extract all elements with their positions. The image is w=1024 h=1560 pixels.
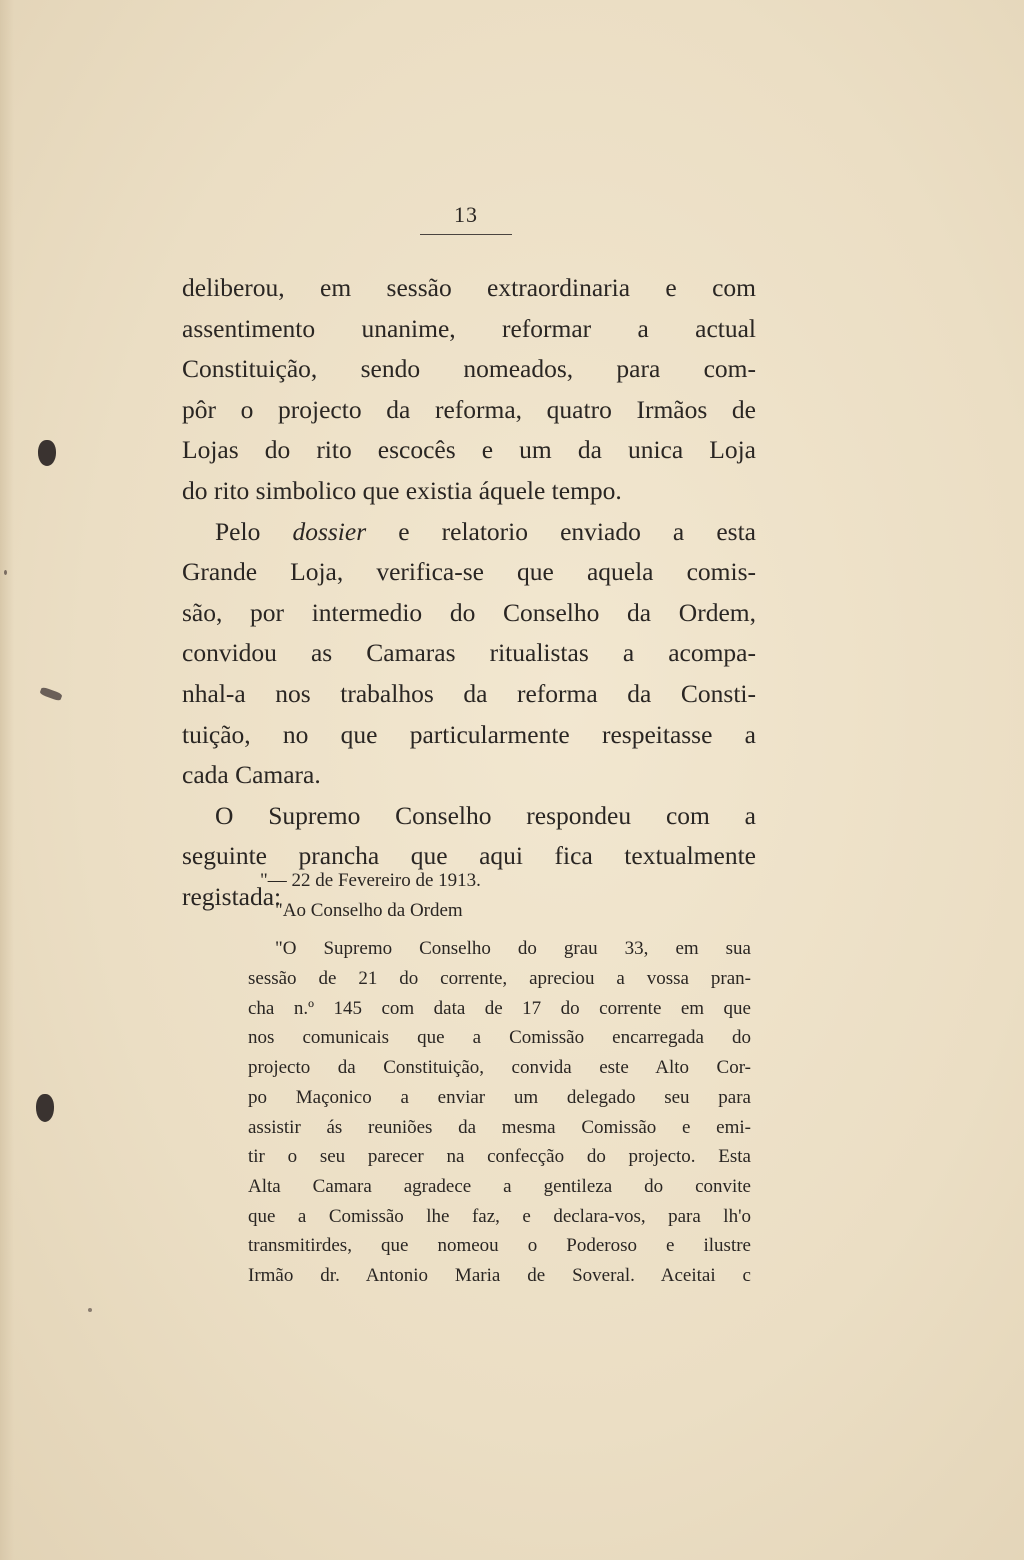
letter-line: "O Supremo Conselho do grau 33, em sua bbox=[275, 938, 751, 960]
page-left-edge bbox=[0, 0, 14, 1560]
paragraph-line: do rito simbolico que existia áquele tempo. bbox=[182, 475, 622, 505]
letter-line: Alta Camara agradece a gentileza do convite bbox=[248, 1175, 751, 1197]
letter-line: cha n.º 145 com data de 17 do corrente em que bbox=[248, 997, 751, 1019]
emphasized-word: dossier bbox=[292, 516, 367, 546]
letter-line: que a Comissão lhe faz, e declara-vos, para lh'o bbox=[248, 1205, 751, 1227]
ink-speck bbox=[88, 1308, 92, 1312]
paragraph-line: Constituição, sendo nomeados, para com- bbox=[182, 354, 756, 384]
page-number-rule bbox=[420, 234, 512, 235]
paragraph-line: pôr o projecto da reforma, quatro Irmãos de bbox=[182, 394, 756, 424]
ink-blot bbox=[36, 1094, 54, 1122]
paragraph-line: seguinte prancha que aqui fica textualmente bbox=[182, 841, 756, 871]
paragraph-line: O Supremo Conselho respondeu com a bbox=[215, 800, 756, 830]
letter-line: transmitirdes, que nomeou o Poderoso e ilustre bbox=[248, 1235, 751, 1257]
page-number: 13 bbox=[454, 202, 478, 227]
paragraph-line: deliberou, em sessão extraordinaria e com bbox=[182, 273, 756, 302]
ink-speck bbox=[4, 570, 7, 575]
text-run: e relatorio enviado a esta bbox=[366, 516, 756, 546]
body-text bbox=[182, 268, 756, 918]
letter-line: assistir ás reuniões da mesma Comissão e emi- bbox=[248, 1116, 751, 1138]
letter-line: nos comunicais que a Comissão encarregada do bbox=[248, 1027, 751, 1049]
paragraph-line: tuição, no que particularmente respeitasse a bbox=[182, 719, 756, 749]
paragraph-line: assentimento unanime, reformar a actual bbox=[182, 313, 756, 343]
ink-blot bbox=[38, 440, 56, 466]
letter-line: tir o seu parecer na confecção do projecto. Esta bbox=[248, 1146, 751, 1168]
letter-line: Irmão dr. Antonio Maria de Soveral. Aceitai c bbox=[248, 1264, 751, 1286]
letter-body bbox=[248, 934, 751, 1290]
text-run: Pelo bbox=[215, 516, 293, 546]
letter-line: projecto da Constituição, convida este Alto Cor- bbox=[248, 1057, 751, 1079]
paragraph-line: nhal-a nos trabalhos da reforma da Consti- bbox=[182, 678, 756, 708]
paragraph-line: convidou as Camaras ritualistas a acompa- bbox=[182, 638, 756, 668]
letter-line: po Maçonico a enviar um delegado seu para bbox=[248, 1086, 751, 1108]
paragraph-line: cada Camara. bbox=[182, 760, 321, 790]
paragraph-line: registada: bbox=[182, 881, 282, 911]
letter-date: "— 22 de Fevereiro de 1913. bbox=[260, 870, 481, 891]
paragraph-line bbox=[182, 512, 756, 553]
quoted-letter bbox=[248, 866, 751, 1291]
letter-line: sessão de 21 do corrente, apreciou a vossa pran- bbox=[248, 968, 751, 990]
paragraph-line: são, por intermedio do Conselho da Ordem, bbox=[182, 597, 756, 627]
paragraph-line: Lojas do rito escocês e um da unica Loja bbox=[182, 435, 756, 465]
letter-addressee: "Ao Conselho da Ordem bbox=[275, 899, 463, 921]
ink-smudge bbox=[39, 686, 62, 701]
paragraph-line: Grande Loja, verifica-se que aquela comis- bbox=[182, 557, 756, 587]
